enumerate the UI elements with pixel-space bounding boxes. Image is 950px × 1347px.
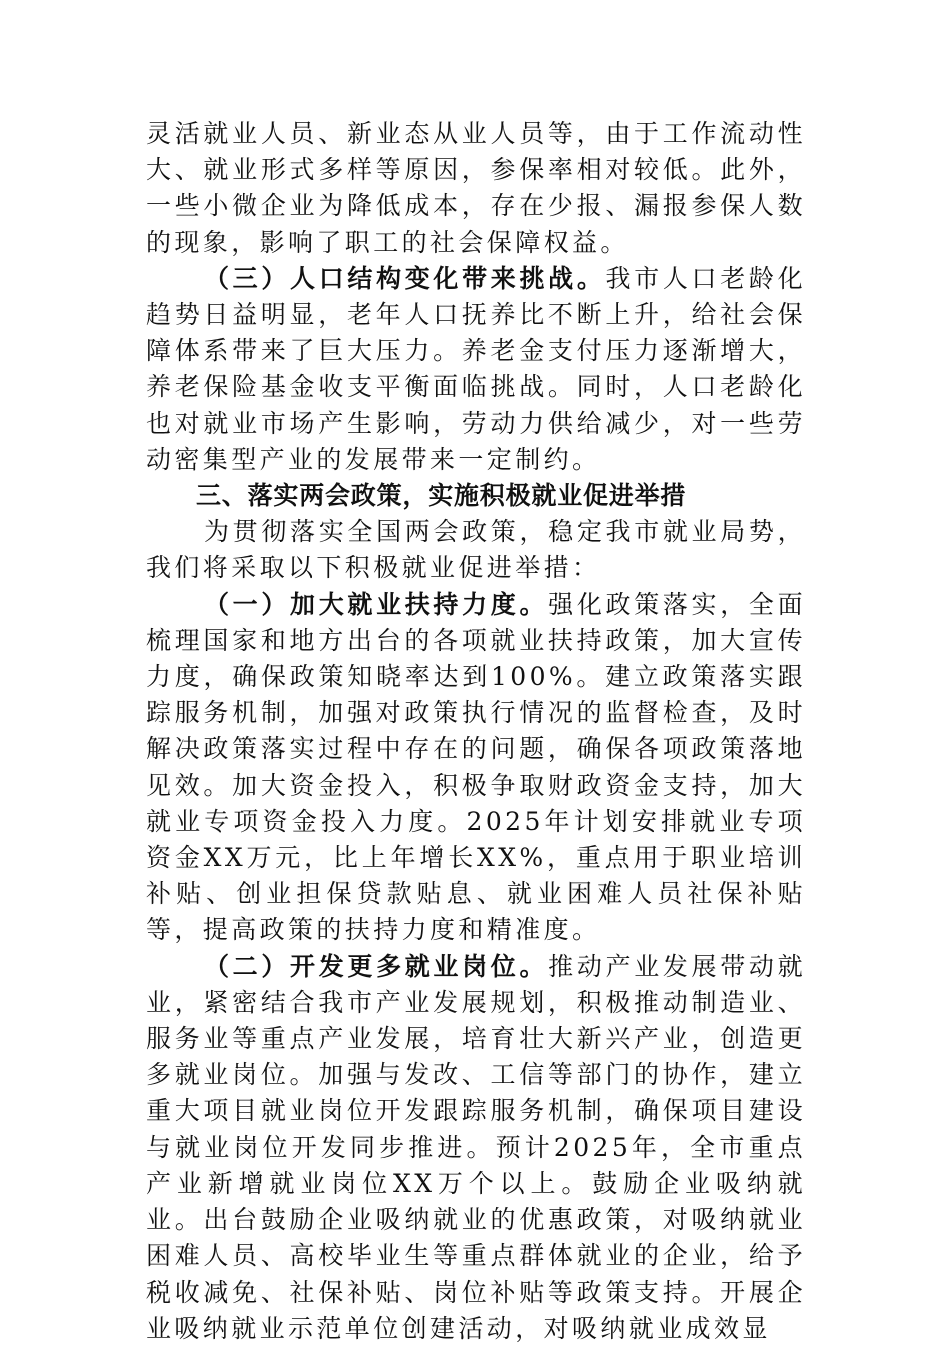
paragraph-intro	[146, 514, 806, 586]
paragraph-text: 为贯彻落实全国两会政策，稳定我市就业局势，我们将采取以下积极就业促进举措：	[146, 517, 806, 583]
section-heading: 三、落实两会政策，实施积极就业促进举措	[196, 481, 687, 511]
paragraph-lead: （一）加大就业扶持力度。	[204, 589, 549, 619]
paragraph-lead: （三）人口结构变化带来挑战。	[204, 263, 606, 293]
paragraph-job-creation	[146, 949, 806, 1347]
paragraph-employment-support	[146, 587, 806, 949]
paragraph-text: 强化政策落实，全面梳理国家和地方出台的各项就业扶持政策，加大宣传力度，确保政策知晓率达到100%。建立政策落实跟踪服务机制，加强对政策执行情况的监督检查，及时解决政策落实过程中存在的问题，确保各项政策落地见效。加大资金投入，积极争取财政资金支持，加大就业专项资金投入力度。2025年计划安排就业专项资金XX万元，比上年增长XX%，重点用于职业培训补贴、创业担保贷款贴息、就业困难人员社保补贴等，提高政策的扶持力度和精准度。	[146, 589, 806, 945]
document-page	[146, 116, 806, 1347]
paragraph-continued	[146, 116, 806, 261]
paragraph-population-challenge	[146, 261, 806, 478]
paragraph-lead: （二）开发更多就业岗位。	[204, 951, 549, 981]
paragraph-text: 灵活就业人员、新业态从业人员等，由于工作流动性大、就业形式多样等原因，参保率相对较低。此外，一些小微企业为降低成本，存在少报、漏报参保人数的现象，影响了职工的社会保障权益。	[146, 119, 806, 257]
paragraph-text: 推动产业发展带动就业，紧密结合我市产业发展规划，积极推动制造业、服务业等重点产业发展，培育壮大新兴产业，创造更多就业岗位。加强与发改、工信等部门的协作，建立重大项目就业岗位开发跟踪服务机制，确保项目建设与就业岗位开发同步推进。预计2025年，全市重点产业新增就业岗位XX万个以上。鼓励企业吸纳就业。出台鼓励企业吸纳就业的优惠政策，对吸纳就业困难人员、高校毕业生等重点群体就业的企业，给予税收减免、社保补贴、岗位补贴等政策支持。开展企业吸纳就业示范单位创建活动，对吸纳就业成效显	[146, 951, 806, 1343]
paragraph-text: 我市人口老龄化趋势日益明显，老年人口抚养比不断上升，给社会保障体系带来了巨大压力。养老金支付压力逐渐增大，养老保险基金收支平衡面临挑战。同时，人口老龄化也对就业市场产生影响，劳动力供给减少，对一些劳动密集型产业的发展带来一定制约。	[146, 263, 806, 474]
